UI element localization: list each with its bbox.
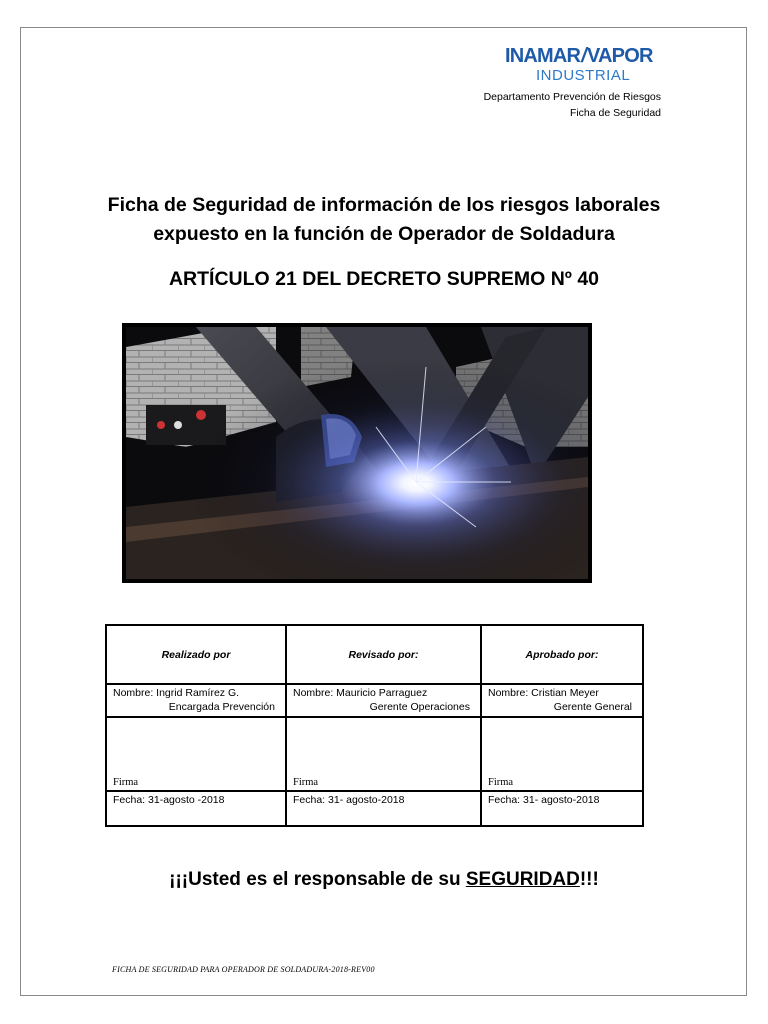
signature-table xyxy=(105,624,644,827)
document-type: Ficha de Seguridad xyxy=(569,107,661,119)
firma-cell-realizado: Firma xyxy=(106,717,286,791)
department-name: Departamento Prevención de Riesgos xyxy=(483,91,661,103)
signer-name: Nombre: Mauricio Parraguez xyxy=(293,687,428,699)
safety-slogan xyxy=(60,866,708,894)
decree-subtitle: ARTÍCULO 21 DEL DECRETO SUPREMO Nº 40 xyxy=(168,268,600,290)
welding-photo xyxy=(122,323,592,583)
document-footer: FICHA DE SEGURIDAD PARA OPERADOR DE SOLDADURA-2018-REV00 xyxy=(112,965,375,974)
header-aprobado: Aprobado por: xyxy=(481,625,643,684)
logo-subtitle: INDUSTRIAL xyxy=(536,67,631,84)
name-cell-aprobado xyxy=(481,684,643,717)
signer-role: Gerente Operaciones xyxy=(369,701,470,713)
signature-header-row xyxy=(106,625,643,684)
page-title xyxy=(60,191,708,249)
signer-name: Nombre: Cristian Meyer xyxy=(488,687,599,699)
fecha-cell-realizado: Fecha: 31-agosto -2018 xyxy=(106,791,286,826)
slogan-emphasis: SEGURIDAD xyxy=(465,869,580,890)
logo-wordmark: INAMAR/VAPOR xyxy=(505,45,653,67)
firma-cell-revisado: Firma xyxy=(286,717,481,791)
company-logo xyxy=(505,45,661,84)
welding-scene-illustration xyxy=(126,327,588,579)
fecha-cell-revisado: Fecha: 31- agosto-2018 xyxy=(286,791,481,826)
firma-cell-aprobado: Firma xyxy=(481,717,643,791)
signature-firma-row xyxy=(106,717,643,791)
header-revisado: Revisado por: xyxy=(286,625,481,684)
name-cell-realizado xyxy=(106,684,286,717)
name-cell-revisado xyxy=(286,684,481,717)
title-line-2: expuesto en la función de Operador de Soldadura xyxy=(153,223,615,245)
header-realizado: Realizado por xyxy=(106,625,286,684)
signer-name: Nombre: Ingrid Ramírez G. xyxy=(113,687,240,699)
signer-role: Encargada Prevención xyxy=(168,701,275,713)
fecha-cell-aprobado: Fecha: 31- agosto-2018 xyxy=(481,791,643,826)
slogan-text: ¡¡¡Usted es el responsable de su xyxy=(169,869,466,890)
slogan-suffix: !!! xyxy=(579,869,599,890)
header-department-block xyxy=(484,89,661,121)
title-line-1: Ficha de Seguridad de información de los riesgos laborales xyxy=(107,194,661,216)
signature-name-row xyxy=(106,684,643,717)
signature-date-row xyxy=(106,791,643,826)
signer-role: Gerente General xyxy=(553,701,632,713)
